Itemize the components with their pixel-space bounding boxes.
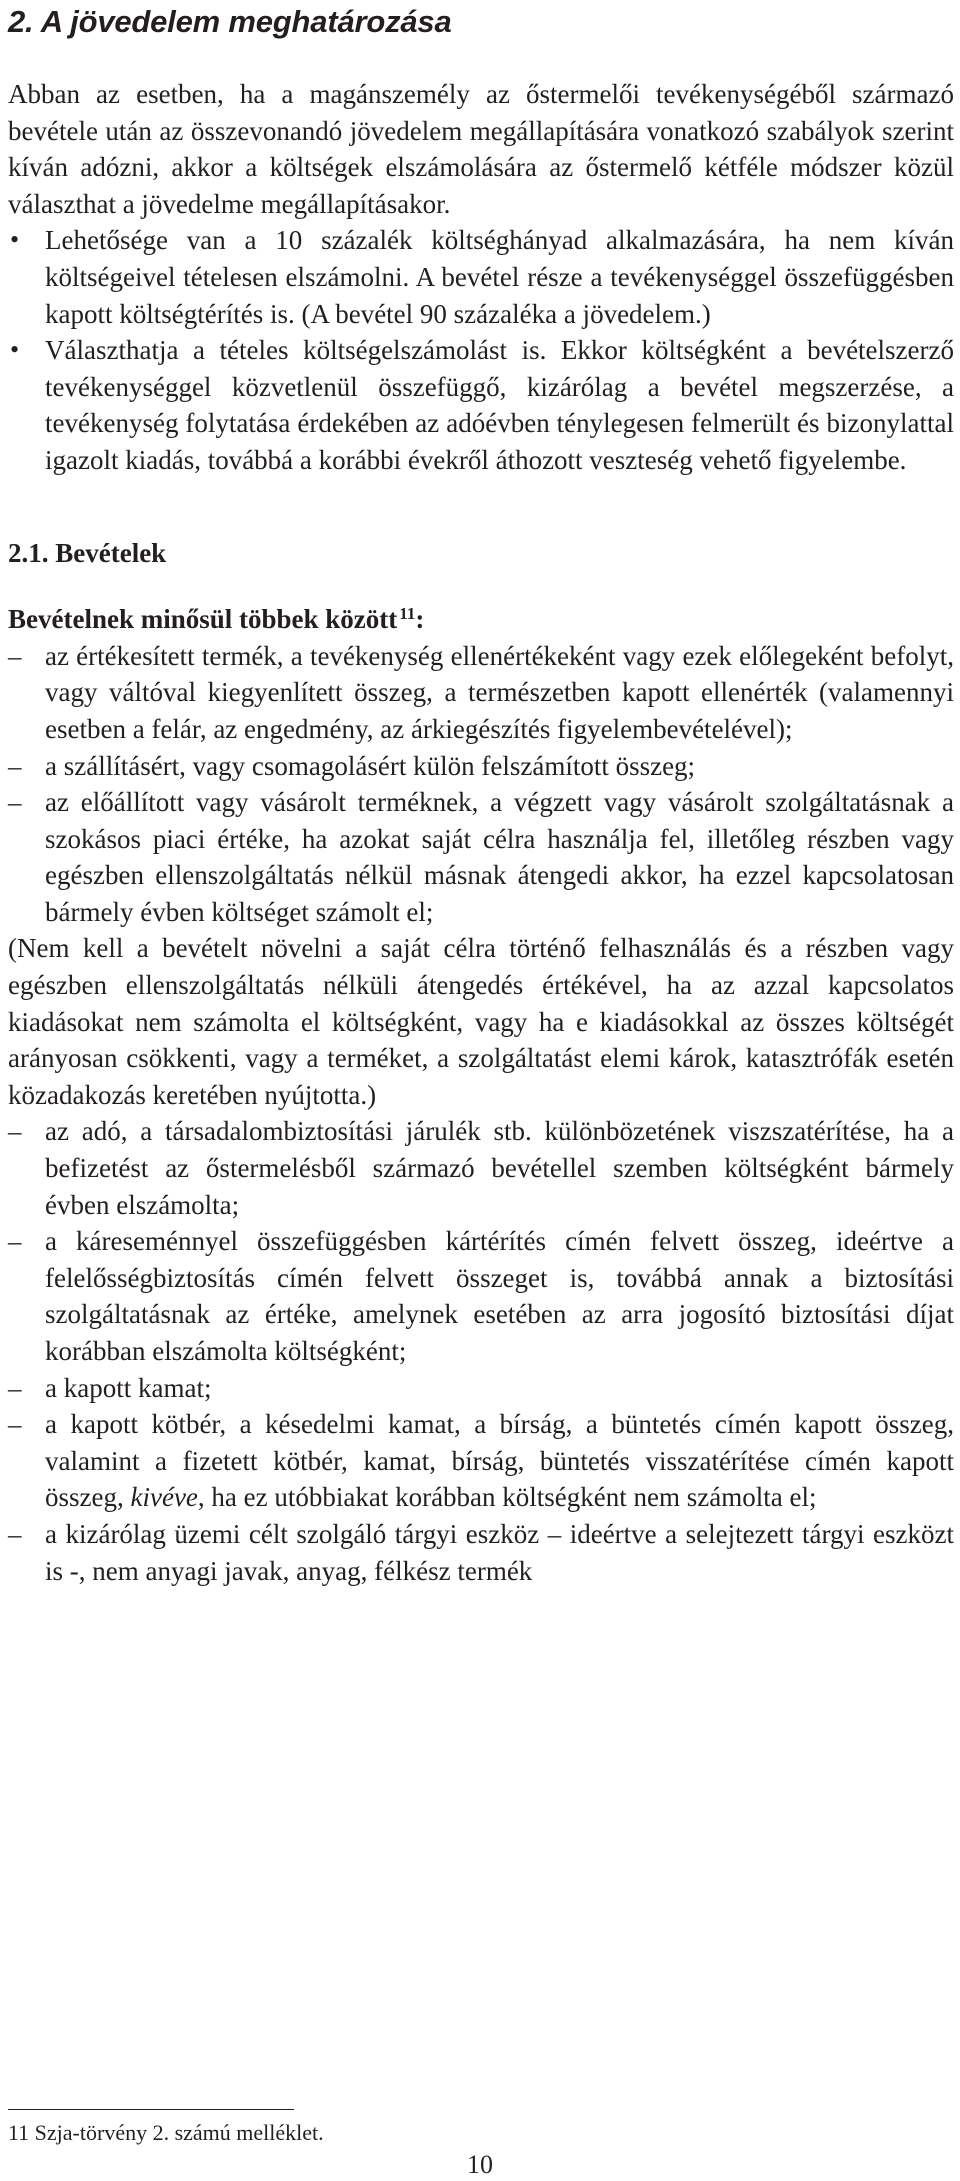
body-text [8, 76, 954, 1589]
list-item [8, 1516, 954, 1589]
list-item [8, 638, 954, 748]
dash-icon: – [8, 1226, 22, 1257]
list-item-text: a kizárólag üzemi célt szolgáló tárgyi eszköz – ideértve a selejtezett tárgyi eszközt is -, nem anyagi javak, anyag, félkész termék [45, 1518, 954, 1586]
dash-icon: – [8, 1518, 22, 1549]
list-item-text [45, 1409, 954, 1512]
footnote-ref: 11 [399, 604, 416, 624]
bullet-item [8, 332, 954, 478]
dash-icon: – [8, 640, 22, 671]
list-item [8, 1113, 954, 1223]
revenue-lead-text: Bevételnek minősül többek között [8, 604, 398, 635]
bullet-text: Lehetősége van a 10 százalék költséghányad alkalmazására, ha nem kíván költségeivel tételesen elszámolni. A bevétel része a tevékenységgel összefüggésben kapott költségtérítés is. (A bevétel 90 százaléka a jövedelem.) [45, 225, 954, 329]
revenue-lead [8, 601, 954, 638]
dash-icon: – [8, 1372, 22, 1403]
lead-colon: : [415, 604, 425, 635]
intro-paragraph: Abban az esetben, ha a magánszemély az őstermelői tevékenységéből származó bevétele után az összevonandó jövedelem megállapítására vonatkozó szabályok szerint kíván adózni, akkor a költségek elszámolására az őstermelő kétféle módszer közül választhat a jövedelme megállapításakor. [8, 79, 954, 219]
method-bullet-list [8, 222, 954, 478]
list-item [8, 1223, 954, 1369]
list-item-text: a kapott kamat; [45, 1372, 212, 1403]
list-item-text: az adó, a társadalombiztosítási járulék stb. különbözetének viszszatérítése, ha a befizetést az őstermelésből származó bevétellel szemben költségként bármely évben elszámolta; [45, 1116, 954, 1220]
dash-icon: – [8, 1116, 22, 1147]
list-item-text: az előállított vagy vásárolt terméknek, a végzett vagy vásárolt szolgáltatásnak a szokásos piaci értéke, ha azokat saját célra használja fel, illetőleg részben vagy egészben ellenszolgáltatás nélkül másnak átengedi akkor, ha ezzel kapcsolatosan bármely évben költséget számolt el; [45, 787, 954, 927]
list-item [8, 784, 954, 930]
subsection-title: 2.1. Bevételek [8, 537, 167, 568]
list-item-text: a káreseménnyel összefüggésben kártérítés címén felvett összeg, ideértve a felelősségbiztosítás címén felvett összeget is, továbbá annak a biztosítási szolgáltatásnak az értéke, amelynek esetében az arra jogosító biztosítási díjat korábban elszámolta költségként; [45, 1226, 954, 1366]
footnote: 11 Szja-törvény 2. számú melléklet. [8, 2120, 324, 2145]
revenue-item-list-continued [8, 1113, 954, 1589]
list-item-text: az értékesített termék, a tevékenység ellenértékeként vagy ezek előlegeként befolyt, vagy váltóval kiegyenlített összeg, a természetben kapott ellenérték (valamennyi esetben a felár, az engedmény, az árkiegészítés figyelembevételével); [45, 640, 954, 744]
parenthetical-note: (Nem kell a bevételt növelni a saját célra történő felhasználás és a részben vagy egészben ellenszolgáltatás nélküli átengedés értékével, ha az azzal kapcsolatos kiadásokat nem számolta el költségként, vagy ha e kiadásokkal az összes költségét arányosan csökkenti, vagy a terméket, a szolgáltatást elemi károk, katasztrófák esetén közadakozás keretében nyújtotta.) [8, 933, 954, 1110]
list-item [8, 748, 954, 785]
penalty-text-end: , ha ez utóbbiakat korábban költségként nem számolta el; [197, 1482, 817, 1513]
dash-icon: – [8, 1409, 22, 1440]
dash-icon: – [8, 787, 22, 818]
bullet-text: Választhatja a tételes költségelszámolást is. Ekkor költségként a bevételszerző tevékenységgel közvetlenül összefüggő, kizárólag a bevétel megszerzése, a tevékenység folytatása érdekében az adóévben ténylegesen felmerült és bizonylattal igazolt kiadás, továbbá a korábbi évekről áthozott veszteség vehető figyelembe. [45, 335, 954, 475]
section-heading: 2. A jövedelem meghatározása [8, 4, 452, 39]
bullet-icon: • [10, 225, 20, 255]
dash-icon: – [8, 750, 22, 781]
list-item [8, 1406, 954, 1516]
penalty-text-start: a kapott kötbér, a késedelmi kamat, a bírság, a büntetés címén kapott összeg, valamint a fizetett kötbér, kamat, bírság, büntetés visszatérítése címén kapott összeg, [45, 1409, 954, 1513]
bullet-icon: • [10, 335, 20, 365]
list-item [8, 1370, 954, 1407]
penalty-text-italic: kivéve [130, 1482, 198, 1513]
page-number: 10 [467, 2150, 493, 2179]
bullet-item [8, 222, 954, 332]
list-item-text: a szállításért, vagy csomagolásért külön felszámított összeg; [45, 750, 696, 781]
footnote-divider [8, 2109, 294, 2110]
revenue-item-list [8, 638, 954, 931]
